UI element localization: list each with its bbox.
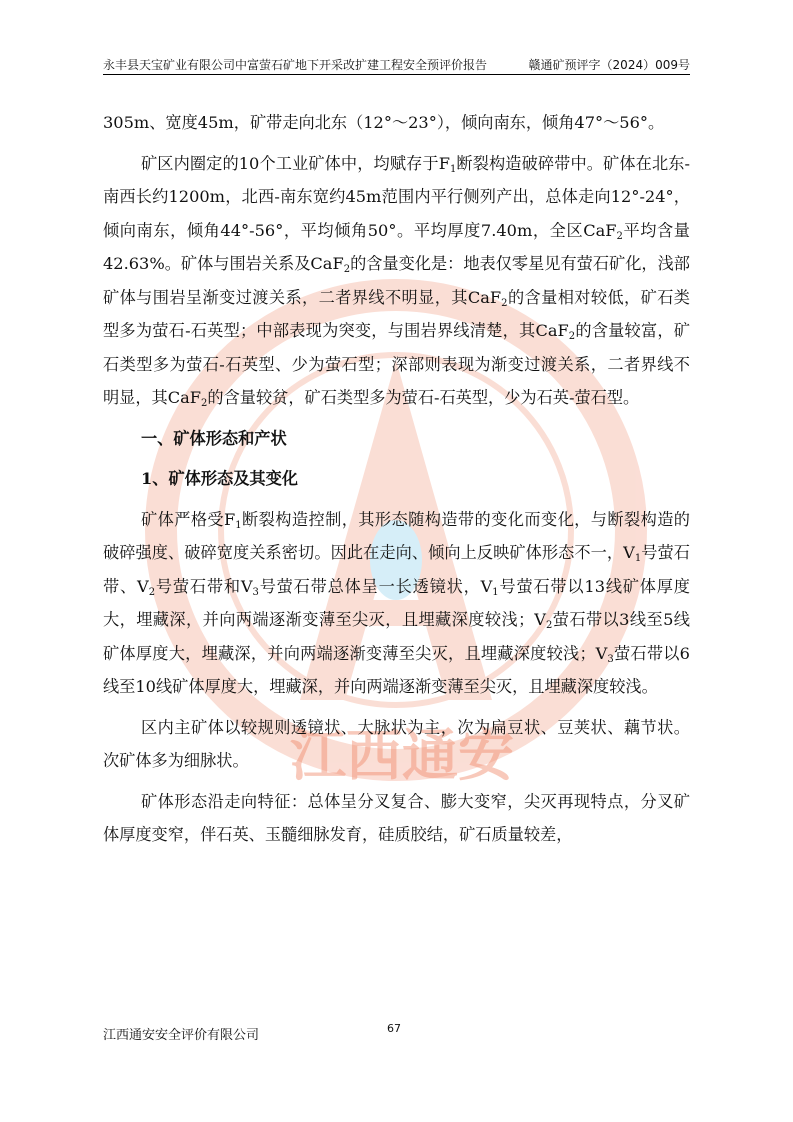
section-heading: 1、矿体形态及其变化 xyxy=(141,469,298,488)
page-header xyxy=(103,56,690,75)
paragraph: 矿体严格受$F_1$断裂构造控制，其形态随构造带的变化而变化，与断裂构造的破碎强度、破碎宽度关系密切。因此在走向、倾向上反映矿体形态不一，$V_1$号萤石带、$V_2$号萤石带和$V_3$号萤石带总体呈一长透镜状，$V_1$号萤石带以13线矿体厚度大，埋藏深，并向两端逐渐变薄至尖灭，且埋藏深度较浅；$V_2$萤石带以3线至5线矿体厚度大，埋藏深，并向两端逐渐变薄至尖灭，且埋藏深度较浅；$V_3$萤石带以6线至10线矿体厚度大，埋藏深，并向两端逐渐变薄至尖灭，且埋藏深度较浅。 xyxy=(103,509,690,696)
subscript: 1 xyxy=(449,163,457,175)
report-title: 永丰县天宝矿业有限公司中富萤石矿地下开采改扩建工程安全预评价报告 xyxy=(103,58,488,72)
paragraph: 矿区内圈定的10个工业矿体中，均赋存于$F_1$断裂构造破碎带中。矿体在北东-南西长约1200m，北西-南东宽约45m范围内平行侧列产出，总体走向12°-24°，倾向南东，倾角44°-56°，平均倾角50°。平均厚度7.40m，全区CaF$_2$平均含量42.63%。矿体与围岩关系及CaF$_2$的含量变化是：地表仅零星见有萤石矿化，浅部矿体与围岩呈渐变过渡关系，二者界线不明显，其CaF$_2$的含量相对较低，矿石类型多为萤石-石英型；中部表现为突变，与围岩界线清楚，其CaF$_2$的含量较富，矿石类型多为萤石-石英型、少为萤石型；深部则表现为渐变过渡关系，二者界线不明显，其CaF$_2$的含量较贫，矿石类型多为萤石-石英型，少为石英-萤石型。 xyxy=(103,153,690,409)
subscript: 1 xyxy=(492,586,499,598)
subscript: 2 xyxy=(568,331,576,342)
subscript: 1 xyxy=(235,519,242,531)
subscript: 2 xyxy=(343,264,351,275)
report-number: 赣通矿预评字（2024）009号 xyxy=(528,58,690,72)
subscript: 2 xyxy=(501,297,508,309)
section-heading: 一、矿体形态和产状 xyxy=(141,428,287,448)
page-footer xyxy=(103,1022,690,1042)
footer-company: 江西通安安全评价有限公司 xyxy=(103,1028,260,1043)
page-number: 67 xyxy=(387,1022,401,1035)
subscript: 2 xyxy=(545,620,553,631)
paragraph: 305m、宽度45m，矿带走向北东（12°～23°），倾向南东，倾角47°～56°。 xyxy=(103,113,665,132)
subscript: 2 xyxy=(616,230,623,242)
subscript: 3 xyxy=(607,653,614,665)
subscript: 3 xyxy=(252,586,259,598)
paragraph: 矿体形态沿走向特征：总体呈分叉复合、膨大变窄，尖灭再现特点，分叉矿体厚度变窄，伴石英、玉髓细脉发育，硅质胶结，矿石质量较差， xyxy=(103,791,690,844)
subscript: 2 xyxy=(148,586,156,598)
paragraph: 区内主矿体以较规则透镜状、大脉状为主，次为扁豆状、豆荚状、藕节状。次矿体多为细脉状。 xyxy=(103,717,690,770)
subscript: 2 xyxy=(201,398,208,409)
watermark-text: 江西通安 xyxy=(290,724,514,789)
body-text xyxy=(103,106,690,852)
subscript: 1 xyxy=(634,553,642,564)
